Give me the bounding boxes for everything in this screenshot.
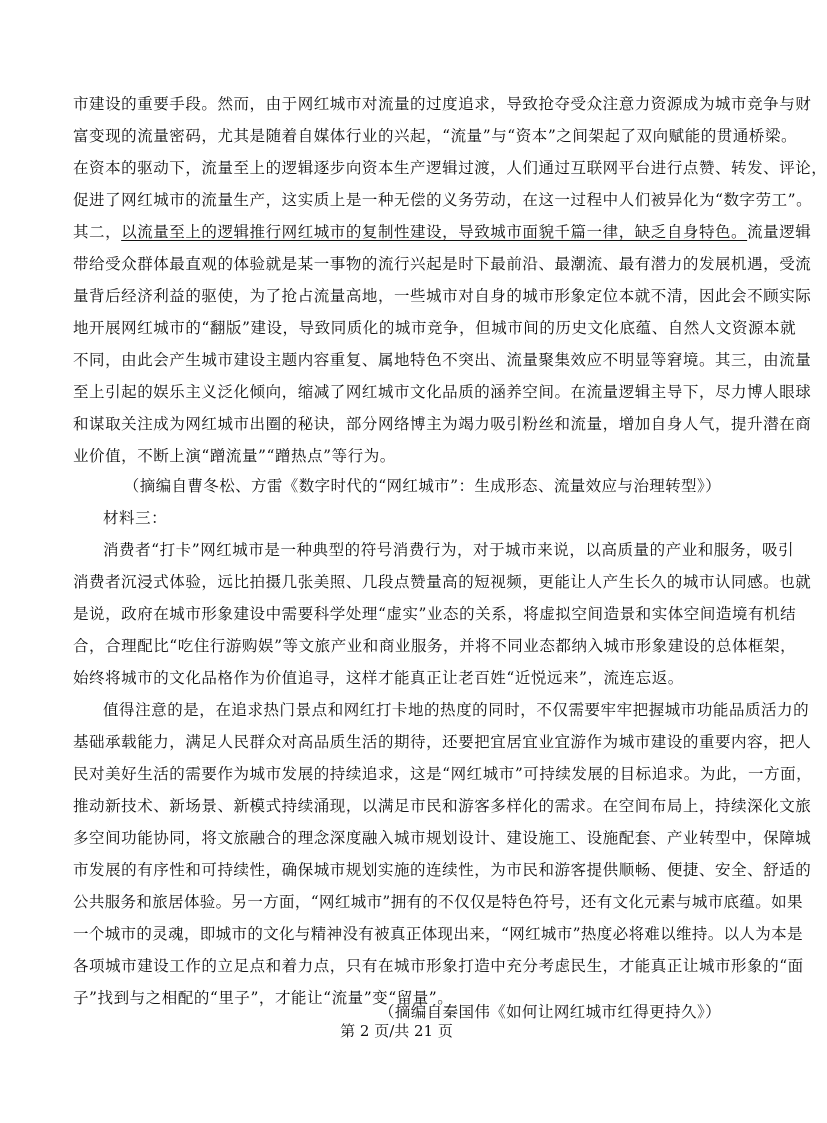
body-text-line: 子”找到与之相配的“里子”，才能让“流量”变“留量”。 (73, 989, 454, 1007)
paragraph-first-line: 值得注意的是，在追求热门景点和网红打卡地的热度的同时，不仅需要牢牢把握城市功能品质活力的 (103, 701, 810, 719)
body-text-line-underlined-sentence (73, 216, 812, 248)
body-text-line: 市发展的有序性和可持续性，确保城市规划实施的连续性，为市民和游客提供顺畅、便捷、安全、舒适的 (73, 861, 812, 879)
page-number-footer: 第 2 页/共 21 页 (340, 1022, 453, 1040)
body-text-line: 公共服务和旅居体验。另一方面，“网红城市”拥有的不仅仅是特色符号，还有文化元素与城市底蕴。如果 (73, 893, 803, 911)
section-heading: 材料三： (103, 509, 168, 527)
body-text-line: 带给受众群体最直观的体验就是某一事物的流行兴起是时下最前沿、最潮流、最有潜力的发展机遇，受流 (73, 255, 812, 273)
body-text-line: 民对美好生活的需要作为城市发展的持续追求，这是“网红城市”可持续发展的目标追求。为此，一方面， (73, 765, 813, 783)
body-text-line: 和谋取关注成为网红城市出圈的秘诀，部分网络博主为竭力吸引粉丝和流量，增加自身人气，提升潜在商 (73, 415, 812, 433)
body-text-line: 业价值，不断上演“蹭流量”“蹭热点”等行为。 (73, 447, 396, 465)
body-text-line: 促进了网红城市的流量生产，这实质上是一种无偿的义务劳动，在这一过程中人们被异化为“数字劳工”。 (73, 191, 813, 209)
body-text-line: 始终将城市的文化品格作为价值追寻，这样才能真正让老百姓“近悦远来”，流连忘返。 (73, 669, 684, 687)
body-text-line: 基础承载能力，满足人民群众对高品质生活的期待，还要把宜居宜业宜游作为城市建设的重要内容，把人 (73, 733, 812, 751)
line-prefix: 其二， (73, 223, 122, 241)
body-text-line: 多空间功能协同，将文旅融合的理念深度融入城市规划设计、建设施工、设施配套、产业转型中，保障城 (73, 829, 812, 847)
line-suffix: 流量逻辑 (747, 223, 812, 241)
body-text-line: 量背后经济利益的驱使，为了抢占流量高地，一些城市对自身的城市形象定位本就不清，因此会不顾实际 (73, 287, 812, 305)
body-text-line: 不同，由此会产生城市建设主题内容重复、属地特色不突出、流量聚集效应不明显等窘境。其三，由流量 (73, 351, 812, 369)
body-text-line: 合，合理配比“吃住行游购娱”等文旅产业和商业服务，并将不同业态都纳入城市形象建设的总体框架， (73, 637, 797, 655)
body-text-line: 富变现的流量密码，尤其是随着自媒体行业的兴起，“流量”与“资本”之间架起了双向赋能的贯通桥梁。 (73, 127, 798, 145)
underlined-key-sentence: 以流量至上的逻辑推行网红城市的复制性建设，导致城市面貌千篇一律，缺乏自身特色。 (121, 223, 748, 241)
body-text-line: 在资本的驱动下，流量至上的逻辑逐步向资本生产逻辑过渡，人们通过互联网平台进行点赞、转发、评论， (73, 159, 827, 177)
body-text-line: 消费者沉浸式体验，远比拍摄几张美照、几段点赞量高的短视频，更能让人产生长久的城市认同感。也就 (73, 573, 812, 591)
body-text-line: 是说，政府在城市形象建设中需要科学处理“虚实”业态的关系，将虚拟空间造景和实体空间造境有机结 (73, 605, 797, 623)
body-text-line: 一个城市的灵魂，即城市的文化与精神没有被真正体现出来，“网红城市”热度必将难以维持。以人为本是 (73, 925, 803, 943)
paragraph-first-line: 消费者“打卡”网红城市是一种典型的符号消费行为，对于城市来说，以高质量的产业和服务，吸引 (103, 541, 795, 559)
source-citation: （摘编自曹冬松、方雷《数字时代的“网红城市”：生成形态、流量效应与治理转型》） (123, 477, 721, 495)
source-citation: （摘编自秦国伟《如何让网红城市红得更持久》） (378, 1003, 721, 1021)
body-text-line: 至上引起的娱乐主义泛化倾向，缩减了网红城市文化品质的涵养空间。在流量逻辑主导下，尽力博人眼球 (73, 383, 812, 401)
body-text-line: 各项城市建设工作的立足点和着力点，只有在城市形象打造中充分考虑民生，才能真正让城市形象的“面 (73, 957, 804, 975)
body-text-line: 推动新技术、新场景、新模式持续涌现，以满足市民和游客多样化的需求。在空间布局上，持续深化文旅 (73, 797, 812, 815)
body-text-line: 市建设的重要手段。然而，由于网红城市对流量的过度追求，导致抢夺受众注意力资源成为城市竞争与财 (73, 95, 812, 113)
body-text-line: 地开展网红城市的“翻版”建设，导致同质化的城市竞争，但城市间的历史文化底蕴、自然人文资源本就 (73, 319, 797, 337)
